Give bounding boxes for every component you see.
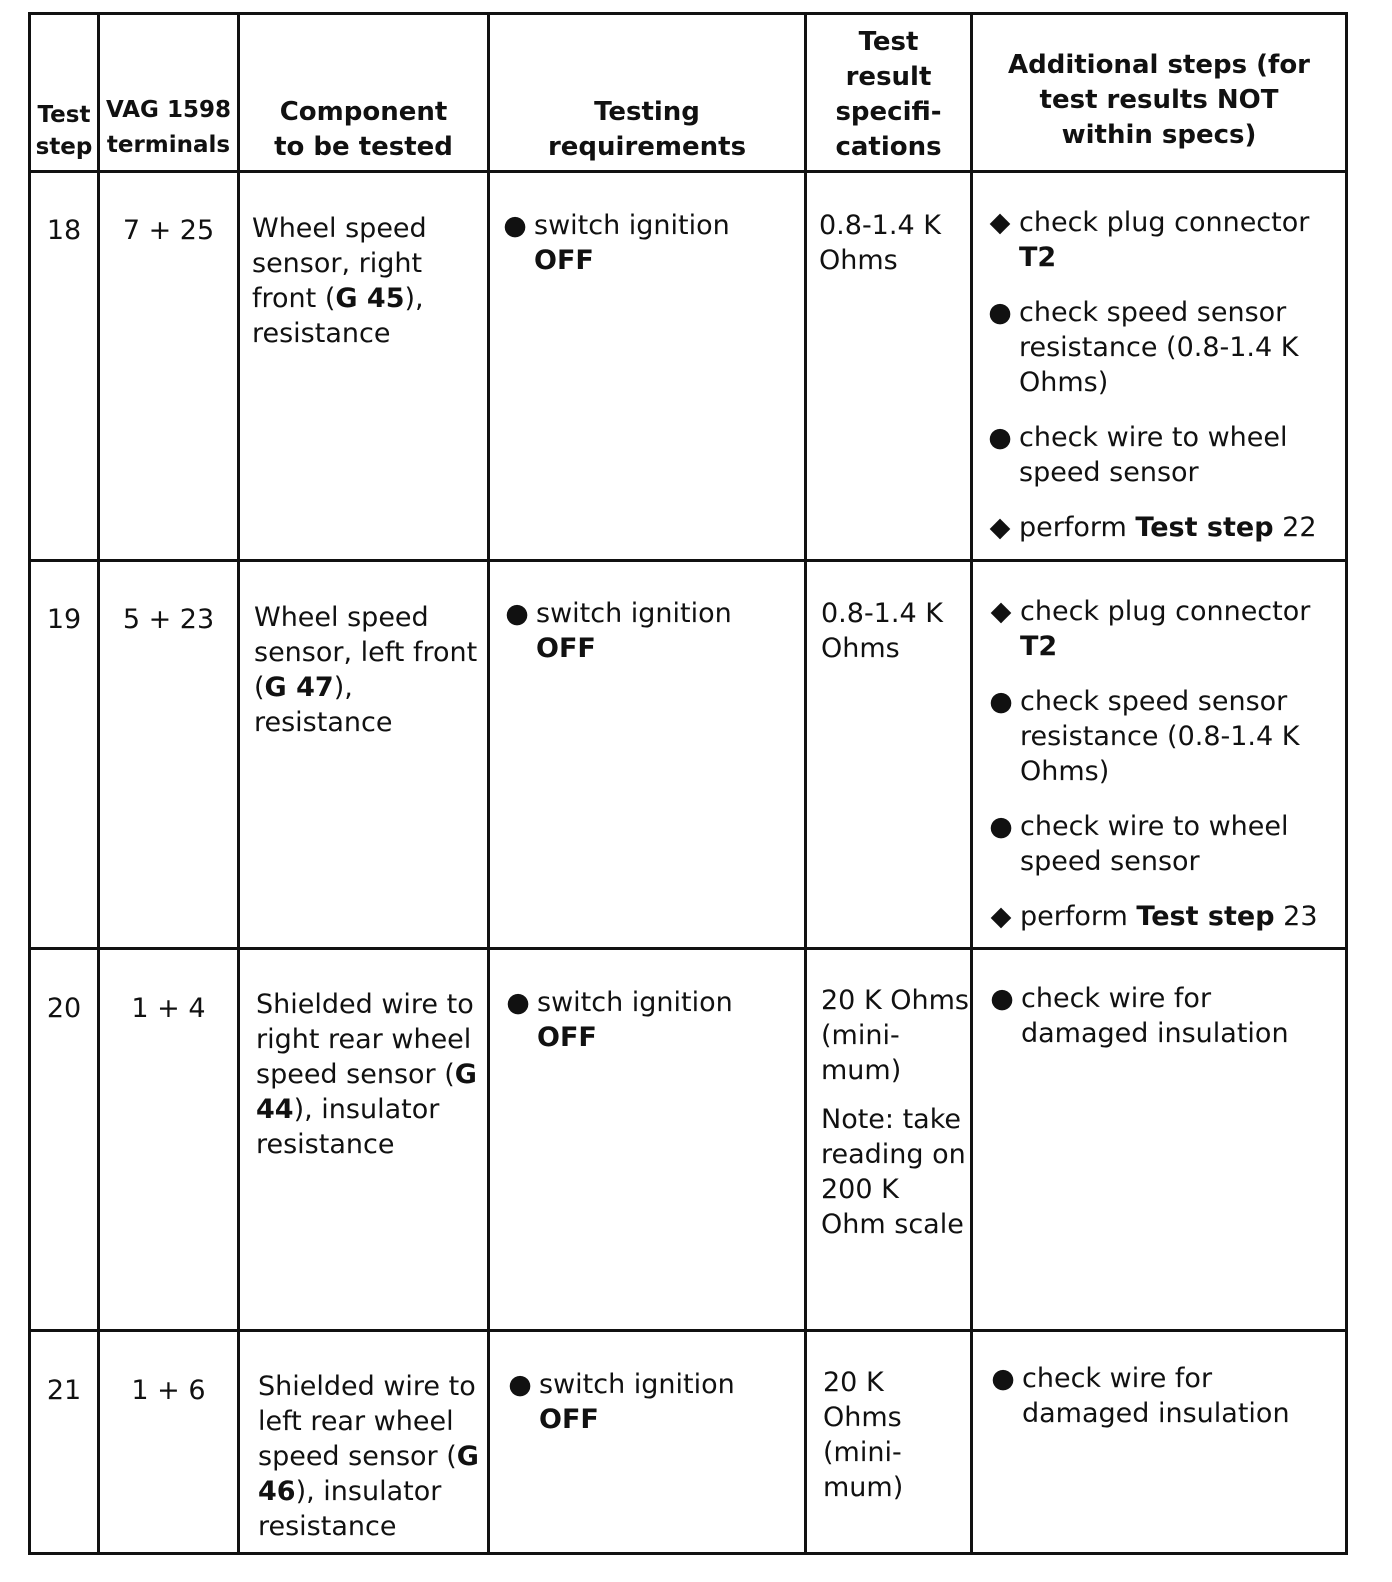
test-specification: 0.8-1.4 K Ohms [819, 210, 941, 276]
header-testing-requirements: Testing requirements [547, 97, 747, 162]
terminals: 7 + 25 [122, 215, 215, 246]
bullet-icon: ● [991, 1363, 1015, 1394]
bullet-icon: ● [989, 686, 1013, 717]
spec-value: 20 K Ohms (mini-mum) [821, 985, 969, 1086]
list-item: ● check speed sensor resistance (0.8-1.4 K Ohms) [986, 684, 1336, 789]
header-test-step: Test step [35, 102, 93, 160]
bullet-icon: ● [508, 1369, 532, 1400]
test-specification [821, 983, 969, 1242]
testing-requirement: ● switch ignition OFF [503, 985, 803, 1075]
bullet-icon: ● [505, 598, 529, 629]
list-item: ● check wire to wheel speed sensor [985, 420, 1335, 490]
row-divider [31, 170, 1345, 173]
step-number: 20 [46, 993, 82, 1024]
column-divider [804, 15, 807, 1552]
list-item: ● check wire for damaged insulation [988, 1361, 1338, 1431]
testing-requirement: ● switch ignition OFF [505, 1367, 805, 1457]
diamond-icon: ◆ [989, 207, 1011, 238]
additional-steps-list [986, 594, 1336, 954]
header-component: Component to be tested [274, 97, 453, 162]
test-specification: 0.8-1.4 K Ohms [821, 598, 943, 664]
step-number: 18 [46, 215, 82, 246]
column-divider [237, 15, 240, 1552]
bullet-icon: ● [506, 987, 530, 1018]
bullet-icon: ● [989, 811, 1013, 842]
additional-steps-list [987, 981, 1337, 1071]
row-divider [31, 1329, 1345, 1332]
test-steps-table [28, 12, 1348, 1555]
header-specifications: Test result specifi-cations [835, 27, 942, 162]
header-additional-steps: Additional steps (for test results NOT within specs) [1007, 50, 1311, 150]
diamond-icon: ◆ [990, 901, 1012, 932]
list-item: ● check wire for damaged insulation [987, 981, 1337, 1051]
step-number: 21 [46, 1375, 82, 1406]
diamond-icon: ◆ [990, 596, 1012, 627]
diamond-icon: ◆ [989, 512, 1011, 543]
testing-requirement: ● switch ignition OFF [502, 596, 802, 686]
terminals: 5 + 23 [122, 604, 215, 635]
component-description: Wheel speed sensor, right front (G 45), resistance [252, 213, 427, 349]
column-divider [970, 15, 973, 1552]
terminals: 1 + 6 [131, 1375, 206, 1406]
step-number: 19 [46, 604, 82, 635]
list-item: ◆ check plug connector T2 [985, 205, 1335, 275]
bullet-icon: ● [988, 422, 1012, 453]
list-item: ● check wire to wheel speed sensor [986, 809, 1336, 879]
list-item: ◆ check plug connector T2 [986, 594, 1336, 664]
list-item: ● check speed sensor resistance (0.8-1.4 K Ohms) [985, 295, 1335, 400]
terminals: 1 + 4 [131, 993, 206, 1024]
test-specification: 20 K Ohms (mini-mum) [823, 1367, 904, 1503]
spec-note: Note: take reading on 200 K Ohm scale [821, 1104, 966, 1240]
bullet-icon: ● [503, 210, 527, 241]
testing-requirement: ● switch ignition OFF [500, 208, 800, 298]
list-item: ◆ perform Test step 23 [986, 899, 1336, 934]
column-divider [487, 15, 490, 1552]
additional-steps-list [985, 205, 1335, 565]
bullet-icon: ● [990, 983, 1014, 1014]
component-description: Shielded wire to right rear wheel speed sensor (G 44), insulator resistance [256, 989, 477, 1160]
additional-steps-list [988, 1361, 1338, 1451]
bullet-icon: ● [988, 297, 1012, 328]
component-description: Shielded wire to left rear wheel speed sensor (G 46), insulator resistance [258, 1371, 479, 1542]
list-item: ◆ perform Test step 22 [985, 510, 1335, 545]
component-description: Wheel speed sensor, left front (G 47), resistance [254, 602, 478, 738]
header-terminals: VAG 1598 terminals [106, 97, 231, 158]
